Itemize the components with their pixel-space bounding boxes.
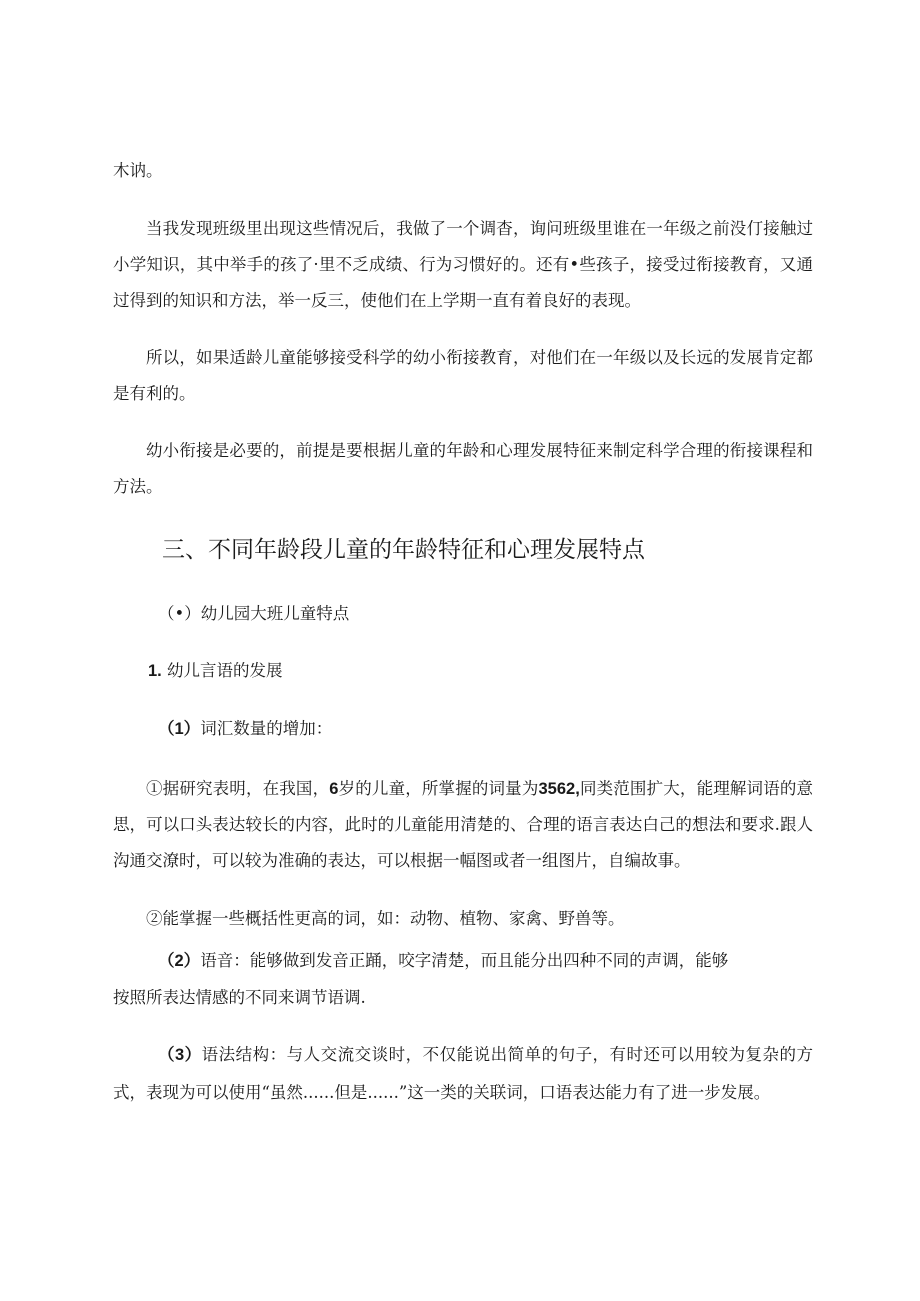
text-span: 同类范围扩大，能理解词语的意思，可以口头表达较长的内容，此时的儿童能用清楚的、合理的语言表达白己的想法和要求.跟人沟通交潦时，可以较为准确的表达，可以根据一幅图或者一组图片，自编故事。 [113, 779, 814, 870]
item-text: 语音：能够做到发音正踊，咬字清楚，而且能分出四种不同的声调，能够 [200, 951, 729, 970]
subsubsection-title: 幼儿言语的发展 [167, 661, 283, 680]
item-pronunciation [158, 949, 728, 973]
item-text: 语法结构：与人交流交谈时，不仅能说出简单的句子，有时还可以用较为复杂的方式，表现为可以使用“虽然......但是......”这一类的关联词，口语表达能力有了进一步发展。 [113, 1045, 813, 1102]
item-number: （2） [158, 952, 201, 970]
item-title: 词汇数量的增加： [200, 719, 333, 738]
item-vocabulary [158, 717, 332, 741]
subsubsection-heading [148, 659, 283, 683]
subsection-heading: （•）幼儿园大班儿童特点 [158, 604, 350, 623]
paragraph-vocabulary-research [113, 771, 813, 879]
text-span: ①据研究表明，在我国， [146, 779, 330, 798]
paragraph-generalized-words: ②能掌握一些概括性更高的词，如：动物、植物、家禽、野兽等。 [146, 909, 625, 928]
item-number: （3） [158, 1046, 202, 1064]
item-pronunciation-continuation: 按照所表达情感的不同来调节语调. [113, 988, 366, 1007]
item-number: （1） [158, 720, 201, 738]
text-span: 岁的儿童，所掌握的词量为 [338, 779, 539, 798]
vocabulary-count: 3562, [538, 780, 580, 798]
paragraph-necessity: 幼小衔接是必要的，前提是要根据儿童的年龄和心理发展特征来制定科学合理的衔接课程和方法。 [113, 441, 813, 496]
paragraph-survey: 当我发现班级里出现这些情况后，我做了一个调杳，询问班级里谁在一年级之前没仃接触过小学知识，其中举手的孩了·里不乏成绩、行为习惯好的。还有•些孩子，接受过衔接教育，又通过得到的知识和方法，举一反三，使他们在上学期一直有着良好的表现。 [113, 219, 813, 310]
section-heading: 三、不同年龄段儿童的年龄特征和心理发展特点 [162, 537, 645, 563]
item-grammar [113, 1036, 813, 1111]
paragraph-conclusion: 所以，如果适龄儿童能够接受科学的幼小衔接教育，对他们在一年级以及长远的发展肯定都是有利的。 [113, 348, 813, 403]
age-number: 6 [329, 780, 339, 798]
paragraph-continuation: 木讷。 [113, 161, 163, 180]
subsubsection-number: 1. [148, 662, 162, 680]
